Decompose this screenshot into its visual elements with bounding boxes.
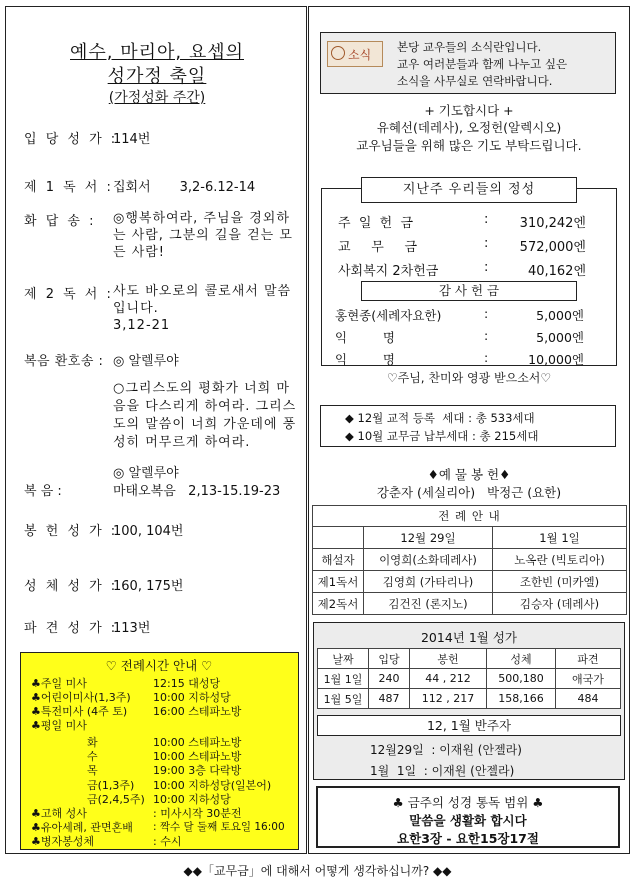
hymns-cell: 1월 5일 — [318, 689, 369, 709]
thanks-row-value: 5,000엔 — [536, 308, 584, 323]
recessional-hymn-label: 파 견 성 가 : — [24, 621, 118, 636]
liturgy-date: 1월 1일 — [493, 527, 627, 549]
accompanist-title: 12, 1월 반주자 — [317, 715, 621, 736]
offering-row-label: 교 무 금 — [338, 240, 417, 255]
schedule-row-label: ♣병자봉성체 — [31, 835, 94, 848]
hymns-cell: 애국가 — [556, 669, 621, 689]
liturgy-cell: 노옥란 (빅토리아) — [493, 549, 627, 571]
hymns-title: 2014년 1월 성가 — [420, 630, 517, 645]
offering-row-colon: : — [484, 260, 489, 275]
news-line3: 소식을 사무실로 연락바랍니다. — [397, 74, 553, 88]
mass-schedule-box — [20, 652, 299, 850]
offering-row-label: 주 일 헌 금 — [338, 216, 414, 231]
schedule-row-label: 금(1,3주) — [87, 779, 135, 792]
thanks-row-label: 익 명 — [335, 352, 395, 367]
liturgy-role: 제2독서 — [313, 593, 364, 615]
blessing-text: ♡주님, 찬미와 영광 받으소서♡ — [386, 371, 552, 385]
hymns-header: 파견 — [556, 649, 621, 669]
hymns-cell: 500,180 — [487, 669, 556, 689]
schedule-row-label: ♣특전미사 (4주 토) — [31, 705, 128, 718]
cross-icon — [331, 46, 345, 60]
news-stamp — [327, 41, 383, 67]
schedule-row-value: 12:15 대성당 — [153, 677, 221, 690]
alleluia-value: ◎ 알렐루야 — [113, 354, 179, 369]
offering-row-value: 40,162엔 — [527, 264, 586, 279]
hymns-cell: 487 — [369, 689, 410, 709]
hymns-header: 봉헌 — [410, 649, 487, 669]
liturgy-corner — [313, 527, 364, 549]
schedule-row-label: 수 — [87, 750, 98, 763]
schedule-row-value: 10:00 지하성당 — [153, 691, 231, 704]
bible-line2: 요한3장 - 요한15장17절 — [397, 831, 539, 846]
registration-line1: ◆ 12월 교적 등록 세대 : 총 533세대 — [345, 411, 535, 425]
gospel-value: 마태오복음 2,13-15.19-23 — [113, 484, 281, 499]
offering-row-value: 310,242엔 — [519, 216, 586, 231]
thanks-row-value: 10,000엔 — [528, 352, 584, 367]
gospel-label: 복 음 : — [24, 484, 62, 499]
schedule-row-value: 19:00 3층 다락방 — [153, 764, 242, 777]
liturgy-role: 해설자 — [313, 549, 364, 571]
liturgy-cell: 김영희 (가타리나) — [364, 571, 493, 593]
offering-row-colon: : — [484, 212, 489, 227]
communion-hymn-value: 160, 175번 — [113, 579, 184, 594]
liturgy-cell: 김건진 (론지노) — [364, 593, 493, 615]
hymns-table — [317, 648, 621, 709]
thanks-row-value: 5,000엔 — [536, 330, 584, 345]
offering-title: 지난주 우리들의 정성 — [361, 177, 577, 203]
table-row — [318, 669, 621, 689]
schedule-title: ♡ 전례시간 안내 ♡ — [105, 658, 213, 673]
schedule-row-value: : 짝수 달 둘째 토요일 16:00 — [153, 821, 285, 833]
news-box — [320, 32, 616, 94]
bible-title: ♣ 금주의 성경 통독 범위 ♣ — [392, 795, 544, 810]
second-reading-label: 제 2 독 서 : — [24, 287, 114, 302]
news-line2: 교우 여러분들과 함께 나누고 싶은 — [397, 57, 568, 71]
recessional-hymn-value: 113번 — [113, 621, 151, 636]
liturgy-cell: 김승자 (데레사) — [493, 593, 627, 615]
entrance-hymn-label: 입 당 성 가 : — [24, 132, 118, 147]
table-row — [313, 593, 627, 615]
thanks-row-label: 익 명 — [335, 330, 395, 345]
table-header-row — [318, 649, 621, 669]
psalm-value: ◎행복하여라, 주님을 경외하는 사람, 그분의 길을 걷는 모든 사람! — [113, 211, 293, 260]
subtitle: (가정성화 주간) — [108, 90, 206, 106]
hymns-header: 입당 — [369, 649, 410, 669]
hymns-cell: 1월 1일 — [318, 669, 369, 689]
liturgy-table — [312, 505, 627, 615]
alleluia-response: ◎ 알렐루야 — [113, 466, 179, 481]
liturgy-title: 전 례 안 내 — [313, 506, 627, 527]
schedule-row-value: : 수시 — [153, 835, 182, 848]
schedule-row-label: ♣유아세례, 관면혼배 — [31, 821, 133, 834]
hymns-cell: 112 , 217 — [410, 689, 487, 709]
hymns-cell: 484 — [556, 689, 621, 709]
registration-box — [320, 405, 616, 447]
hymns-cell: 44 , 212 — [410, 669, 487, 689]
schedule-row-label: 목 — [87, 764, 98, 777]
schedule-row-value: 10:00 스테파노방 — [153, 750, 242, 763]
prayer-title: + 기도합시다 + — [424, 103, 514, 118]
prayer-names: 유혜선(데레사), 오정헌(알렉시오) — [376, 120, 562, 135]
flowers-names: 강춘자 (세실리아) 박정근 (요한) — [376, 485, 562, 500]
communion-hymn-label: 성 체 성 가 : — [24, 579, 118, 594]
schedule-row-value: 10:00 스테파노방 — [153, 736, 242, 749]
title-line1: 예수, 마리아, 요셉의 — [70, 42, 244, 63]
schedule-row-label: ♣주일 미사 — [31, 677, 87, 690]
thanks-title: 감 사 헌 금 — [361, 281, 577, 301]
offering-row-label: 사회복지 2차헌금 — [338, 264, 439, 279]
liturgy-date: 12월 29일 — [364, 527, 493, 549]
schedule-row-value: : 미사시작 30분전 — [153, 807, 242, 820]
schedule-row-value: 10:00 지하성당(일본어) — [153, 779, 272, 792]
schedule-row-label: 금(2,4,5주) — [87, 793, 145, 806]
prayer-request: 교우님들을 위해 많은 기도 부탁드립니다. — [356, 138, 582, 153]
alleluia-verse: ○그리스도의 평화가 너희 마음을 다스리게 하여라. 그리스도의 말씀이 너희 가운데에 풍성히 머무르게 하여라. — [113, 381, 297, 450]
offering-row-colon: : — [484, 236, 489, 251]
second-reading-value: 사도 바오로의 콜로새서 말씀입니다. 3,12-21 — [113, 284, 292, 333]
flowers-title: ♦예 물 봉 헌♦ — [427, 467, 511, 482]
psalm-label: 화 답 송 : — [24, 214, 96, 229]
schedule-row-label: ♣어린이미사(1,3주) — [31, 691, 131, 704]
offertory-hymn-label: 봉 헌 성 가 : — [24, 524, 118, 539]
table-row — [313, 549, 627, 571]
title-line2: 성가정 축일 — [107, 66, 207, 87]
news-stamp-text: 소식 — [348, 48, 372, 62]
thanks-row-colon: : — [484, 306, 489, 321]
schedule-row-value: 16:00 스테파노방 — [153, 705, 242, 718]
offertory-hymn-value: 100, 104번 — [113, 524, 184, 539]
liturgy-role: 제1독서 — [313, 571, 364, 593]
offering-row-value: 572,000엔 — [519, 240, 586, 255]
first-reading-label: 제 1 독 서 : — [24, 180, 114, 195]
first-reading-value: 집회서 3,2-6.12-14 — [113, 180, 256, 195]
schedule-row-label: 화 — [87, 736, 98, 749]
hymns-cell: 240 — [369, 669, 410, 689]
table-row — [318, 689, 621, 709]
liturgy-cell: 조한빈 (미카엘) — [493, 571, 627, 593]
thanks-row-label: 홍현종(세례자요한) — [335, 308, 442, 323]
footer-question: ◆◆「교무금」에 대해서 어떻게 생각하십니까? ◆◆ — [183, 864, 452, 878]
thanks-row-colon: : — [484, 350, 489, 365]
alleluia-label: 복음 환호송 : — [24, 354, 104, 369]
registration-line2: ◆ 10월 교무금 납부세대 : 총 215세대 — [345, 429, 539, 443]
hymns-header: 성체 — [487, 649, 556, 669]
table-row — [313, 571, 627, 593]
bible-line1: 말씀을 생활화 합시다 — [409, 813, 527, 828]
schedule-row-label: ♣고해 성사 — [31, 807, 87, 820]
thanks-row-colon: : — [484, 328, 489, 343]
entrance-hymn-value: 114번 — [113, 132, 151, 147]
schedule-row-value: 10:00 지하성당 — [153, 793, 231, 806]
news-line1: 본당 교우들의 소식란입니다. — [397, 40, 542, 54]
liturgy-cell: 이영희(소화데레사) — [364, 549, 493, 571]
hymns-cell: 158,166 — [487, 689, 556, 709]
bible-reading-box — [316, 786, 620, 848]
schedule-row-label: ♣평일 미사 — [31, 719, 87, 732]
hymns-header: 날짜 — [318, 649, 369, 669]
accompanist-line: 1월 1일 : 이재원 (안젤라) — [370, 764, 515, 778]
accompanist-line: 12월29일 : 이재원 (안젤라) — [370, 743, 522, 757]
